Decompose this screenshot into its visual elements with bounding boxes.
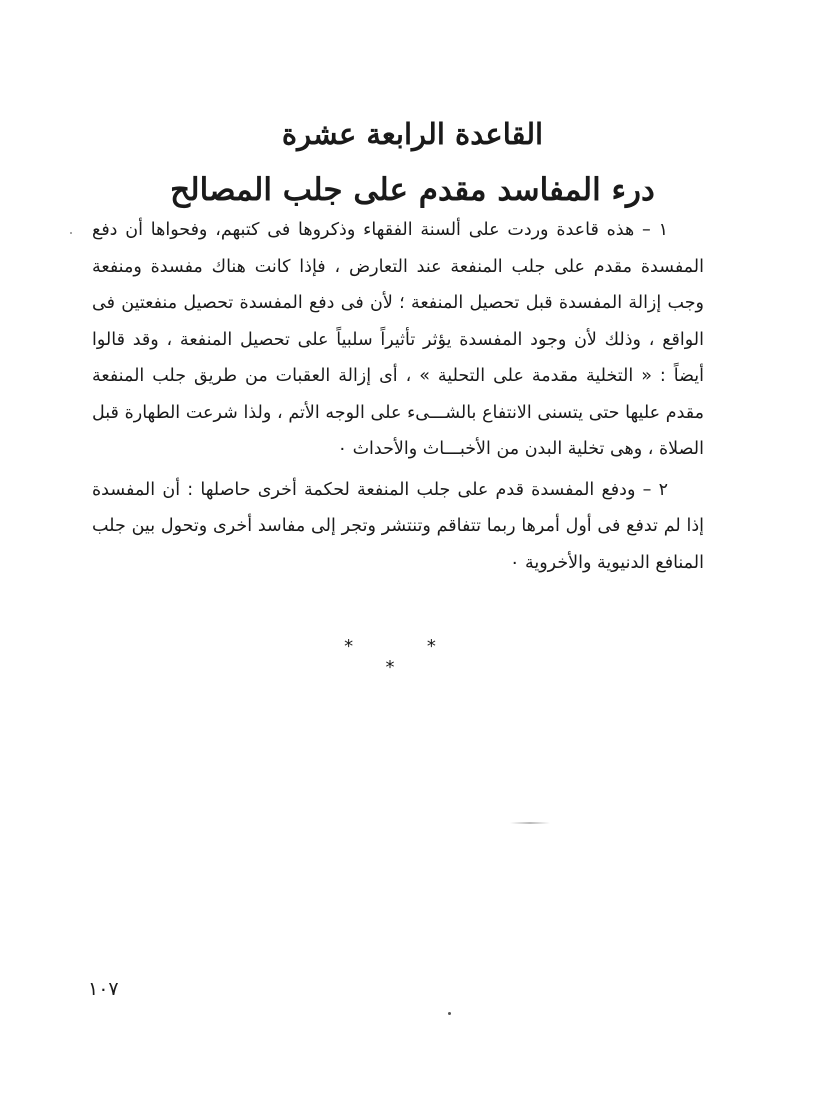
page-number: ١٠٧ [88, 978, 119, 1000]
section-separator: * * * [344, 636, 470, 678]
body-text [92, 212, 704, 585]
rule-statement-title: درء المفاسد مقدم على جلب المصالح [170, 172, 655, 208]
scan-smudge [510, 822, 550, 824]
heading-block [60, 106, 765, 218]
scan-speck [70, 232, 72, 234]
paragraph-1: ١ – هذه قاعدة وردت على ألسنة الفقهاء وذكروها فى كتبهم، وفحواها أن دفع المفسدة مقدم على جلب المنفعة عند التعارض ، فإذا كانت هناك مفسدة ومنفعة وجب إزالة المفسدة قبل تحصيل المنفعة ؛ لأن فى دفع المفسدة تحصيل منفعتين فى الواقع ، وذلك لأن وجود المفسدة يؤثر تأثيراً سلبياً على تحصيل المنفعة ، وقد قالوا أيضاً : « التخلية مقدمة على التحلية » ، أى إزالة العقبات من طريق جلب المنفعة مقدم عليها حتى يتسنى الانتفاع بالشـــىء على الوجه الأتم ، ولذا شرعت الطهارة قبل الصلاة ، وهى تخلية البدن من الأخبـــاث والأحداث ٠ [92, 220, 704, 459]
paragraph-2: ٢ – ودفع المفسدة قدم على جلب المنفعة لحكمة أخرى حاصلها : أن المفسدة إذا لم تدفع فى أول أمرها ربما تتفاقم وتنتشر وتجر إلى مفاسد أخرى وتحول بين جلب المنافع الدنيوية والأخروية ٠ [92, 479, 704, 573]
rule-number-title: القاعدة الرابعة عشرة [281, 117, 544, 151]
scan-speck [448, 1012, 451, 1015]
